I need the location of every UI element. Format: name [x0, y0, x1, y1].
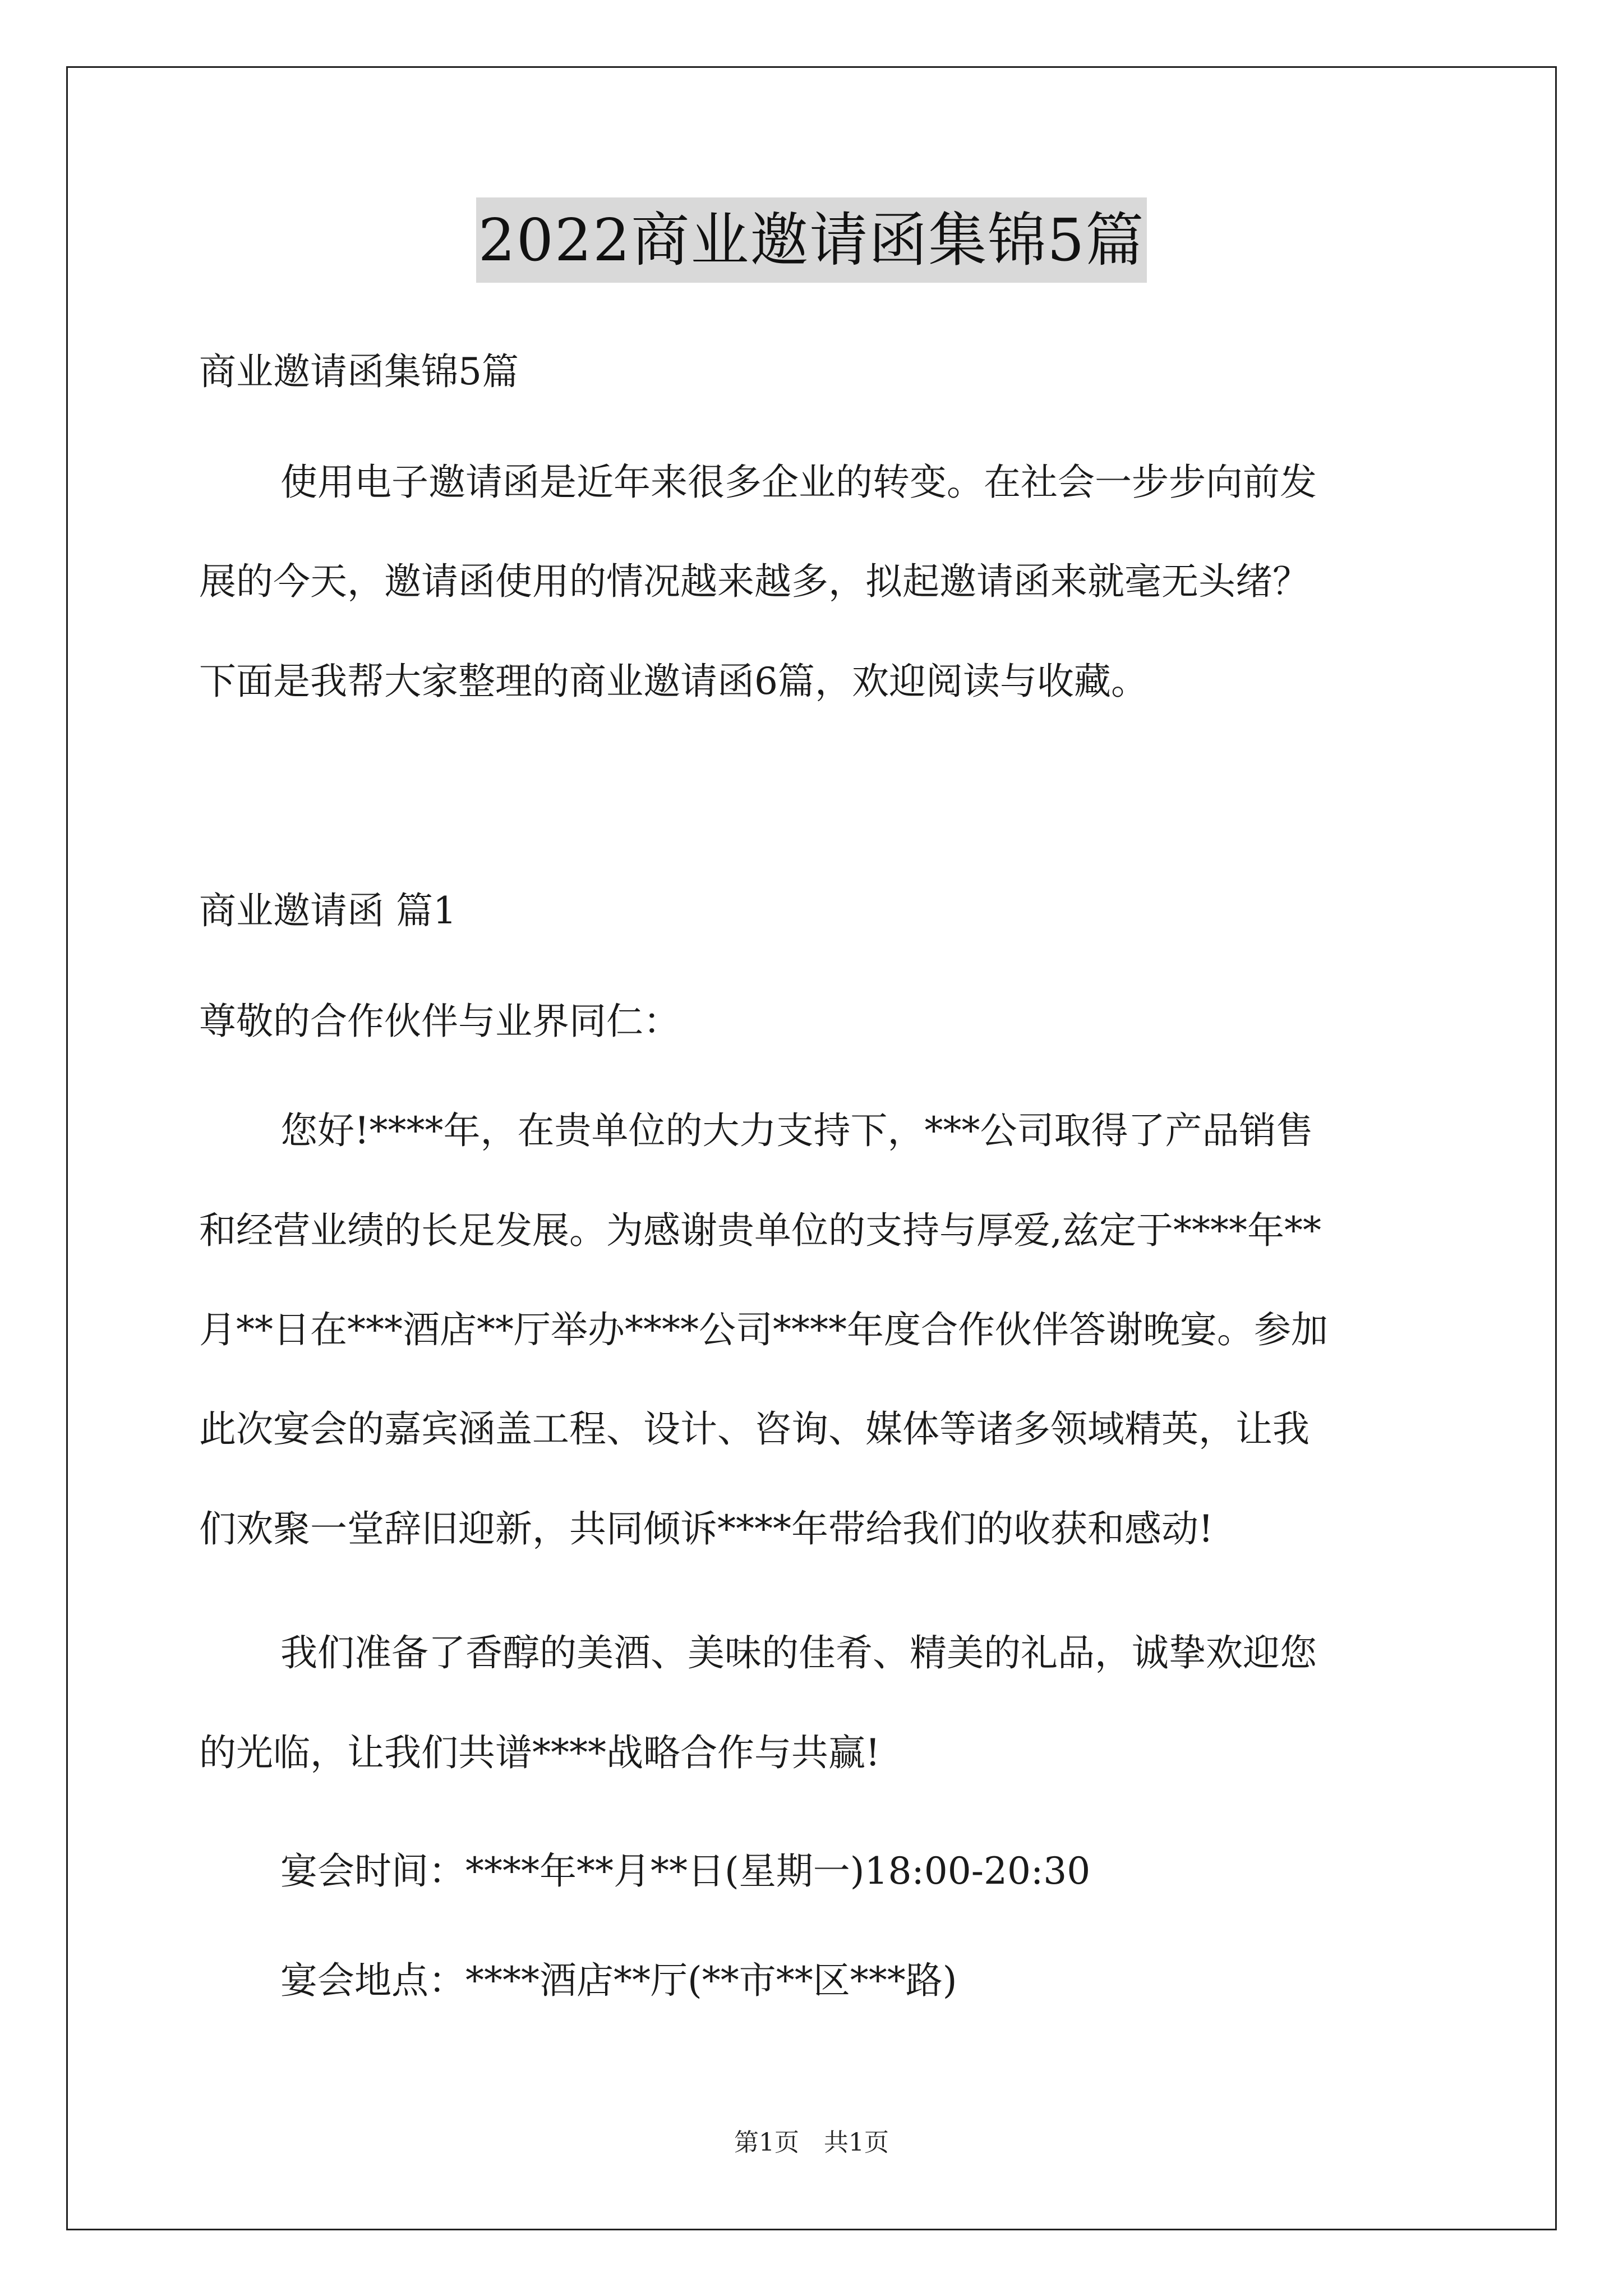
intro-paragraph-line: 展的今天，邀请函使用的情况越来越多，拟起邀请函来就毫无头绪？ — [199, 560, 1310, 603]
banquet-location-line: 宴会地点：****酒店**厅(**市**区***路) — [280, 1959, 957, 2002]
body-paragraph-line: 和经营业绩的长足发展。为感谢贵单位的支持与厚爱,兹定于****年** — [199, 1209, 1321, 1252]
section-heading: 商业邀请函 篇1 — [199, 889, 457, 932]
body-paragraph-line: 我们准备了香醇的美酒、美味的佳肴、精美的礼品，诚挚欢迎您 — [280, 1631, 1317, 1674]
body-paragraph-line: 们欢聚一堂辞旧迎新，共同倾诉****年带给我们的收获和感动! — [199, 1507, 1214, 1550]
body-paragraph-line: 此次宴会的嘉宾涵盖工程、设计、咨询、媒体等诸多领域精英，让我 — [199, 1407, 1310, 1451]
body-paragraph-line: 月**日在***酒店**厅举办****公司****年度合作伙伴答谢晚宴。参加 — [199, 1308, 1328, 1351]
intro-paragraph-line: 使用电子邀请函是近年来很多企业的转变。在社会一步步向前发 — [280, 461, 1317, 504]
salutation-line: 尊敬的合作伙伴与业界同仁： — [199, 1000, 680, 1043]
title-container — [0, 197, 1623, 283]
body-paragraph-line: 的光临，让我们共谱****战略合作与共赢! — [199, 1731, 880, 1774]
banquet-time-line: 宴会时间：****年**月**日(星期一)18:00-20:30 — [280, 1849, 1091, 1893]
body-paragraph-line: 您好!****年，在贵单位的大力支持下，***公司取得了产品销售 — [280, 1109, 1313, 1152]
intro-paragraph-line: 下面是我帮大家整理的商业邀请函6篇，欢迎阅读与收藏。 — [199, 660, 1148, 703]
page-footer: 第1页 共1页 — [734, 2128, 889, 2157]
subtitle-line: 商业邀请函集锦5篇 — [199, 350, 519, 393]
document-title: 2022商业邀请函集锦5篇 — [476, 197, 1147, 283]
